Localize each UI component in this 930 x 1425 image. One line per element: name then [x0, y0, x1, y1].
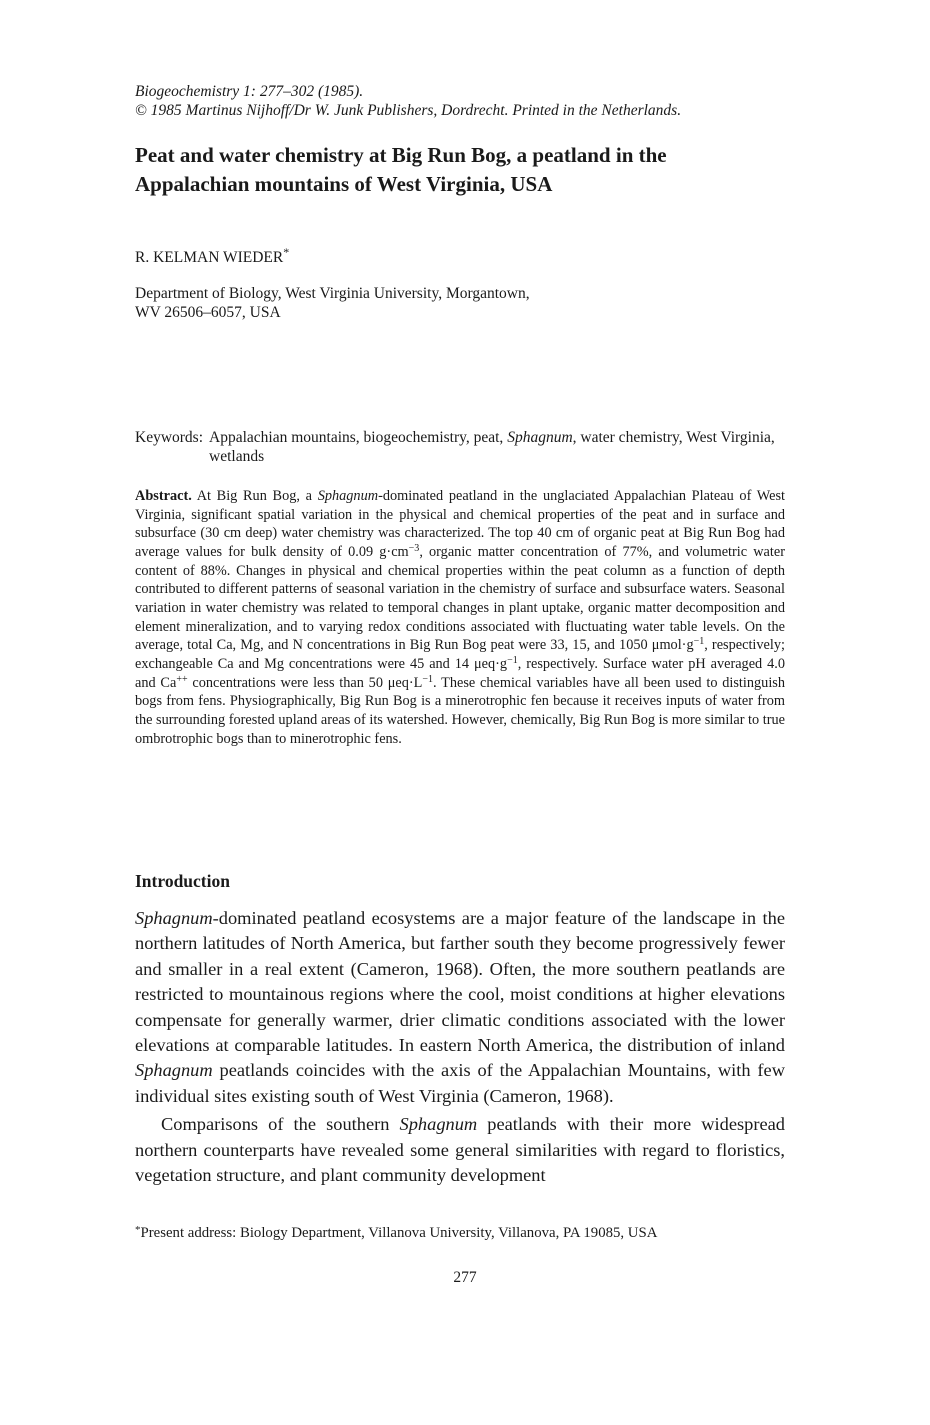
- title-line-1: Peat and water chemistry at Big Run Bog, a peatland in the: [135, 143, 667, 167]
- abstract-exponent: ++: [176, 673, 188, 685]
- abstract-text: , respectively. Surface water pH averaged 4.0 and Ca: [135, 655, 786, 691]
- intro-italic-term: Sphagnum: [135, 1060, 213, 1081]
- journal-copyright: © 1985 Martinus Nijhoff/Dr W. Junk Publishers, Dordrecht. Printed in the Netherlands.: [135, 102, 682, 119]
- abstract-section: [135, 487, 785, 748]
- author-line: [135, 242, 635, 268]
- introduction-heading: Introduction: [135, 871, 230, 891]
- page-number: 277: [453, 1269, 477, 1286]
- keywords-text-before: Appalachian mountains, biogeochemistry, peat,: [209, 429, 504, 446]
- abstract-exponent: −1: [693, 636, 705, 648]
- abstract-italic-term: Sphagnum: [317, 488, 379, 504]
- paper-title: [135, 141, 795, 199]
- keywords-text-after: , water chemistry, West Virginia, wetlands: [209, 429, 775, 465]
- footnote-text: Present address: Biology Department, Villanova University, Villanova, PA 19085, USA: [140, 1225, 658, 1241]
- intro-text: peatlands coincides with the axis of the Appalachian Mountains, with few individual sites existing south of West Virginia (Cameron, 1968).: [135, 1060, 785, 1106]
- keywords-list: [209, 428, 785, 466]
- journal-citation: Biogeochemistry 1: 277–302 (1985).: [135, 83, 364, 100]
- keywords-italic-term: Sphagnum: [507, 429, 573, 446]
- intro-paragraph-2: [135, 1112, 785, 1188]
- journal-header: [135, 82, 795, 120]
- footnote-marker: *: [135, 1224, 141, 1236]
- abstract-text: . These chemical variables have all been used to distinguish bogs from fens. Physiographically, Big Run Bog is a minerotrophic fen because it receives inputs of water from the surrounding forested upland areas of its watershed. However, chemically, Big Run Bog is more similar to true ombrotrophic bogs than to minerotrophic fens.: [135, 674, 786, 747]
- abstract-exponent: −3: [408, 542, 420, 554]
- abstract-text: , respectively; exchangeable Ca and Mg concentrations were 45 and 14 μeq·g: [135, 637, 785, 672]
- abstract-exponent: −1: [507, 654, 518, 666]
- intro-italic-term: Sphagnum: [135, 908, 213, 928]
- abstract-text: -dominated peatland in the unglaciated Appalachian Plateau of West Virginia, significant spatial variation in the physical and chemical properties of the peat and in surface and subsurface (30 cm deep) water chemistry was characterized. The top 40 cm of organic peat at Big Run Bog had average values for bulk density of 0.09 g·cm: [135, 488, 786, 560]
- abstract-text: concentrations were less than 50 μeq·L: [192, 674, 423, 691]
- intro-paragraph-1: [135, 906, 785, 1109]
- title-line-2: Appalachian mountains of West Virginia, USA: [135, 172, 553, 196]
- keywords-label: Keywords:: [135, 429, 204, 446]
- abstract-label: Abstract.: [135, 488, 192, 504]
- abstract-exponent: −1: [422, 673, 434, 685]
- keywords-section: [135, 428, 785, 466]
- affiliation-line-1: Department of Biology, West Virginia University, Morgantown,: [135, 285, 530, 302]
- footnote: [135, 1224, 795, 1243]
- author-affiliation: [135, 284, 735, 322]
- abstract-text: , organic matter concentration of 77%, and volumetric water content of 88%. Changes in physical and chemical properties within the peat column as a function of depth contributed to different patterns of seasonal variation in the chemistry of surface and subsurface waters. Seasonal variation in water chemistry was related to temporal changes in plant uptake, organic matter decomposition and element mineralization, and to varying redox conditions associated with fluctuating water table levels. On the average, total Ca, Mg, and N concentrations in Big Run Bog peat were 33, 15, and 1050 μmol·g: [135, 543, 785, 654]
- affiliation-line-2: WV 26506–6057, USA: [135, 304, 281, 321]
- intro-text: Comparisons of the southern: [161, 1114, 390, 1135]
- introduction-body: [135, 906, 785, 1188]
- abstract-text: At Big Run Bog, a: [196, 488, 312, 504]
- intro-italic-term: Sphagnum: [399, 1114, 478, 1135]
- intro-text: peatlands with their more widespread northern counterparts have revealed some general similarities with regard to floristics, vegetation structure, and plant community development: [135, 1114, 785, 1186]
- intro-text: -dominated peatland ecosystems are a major feature of the landscape in the northern latitudes of North America, but farther south they become progressively fewer and smaller in a real extent (Cameron, 1968). Often, the more southern peatlands are restricted to mountainous regions where the cool, moist conditions at higher elevations compensate for generally warmer, drier climatic conditions associated with the lower elevations at comparable latitudes. In eastern North America, the distribution of inland: [135, 908, 785, 1056]
- author-footnote-marker: *: [283, 245, 290, 259]
- author-name: R. KELMAN WIEDER: [135, 249, 284, 266]
